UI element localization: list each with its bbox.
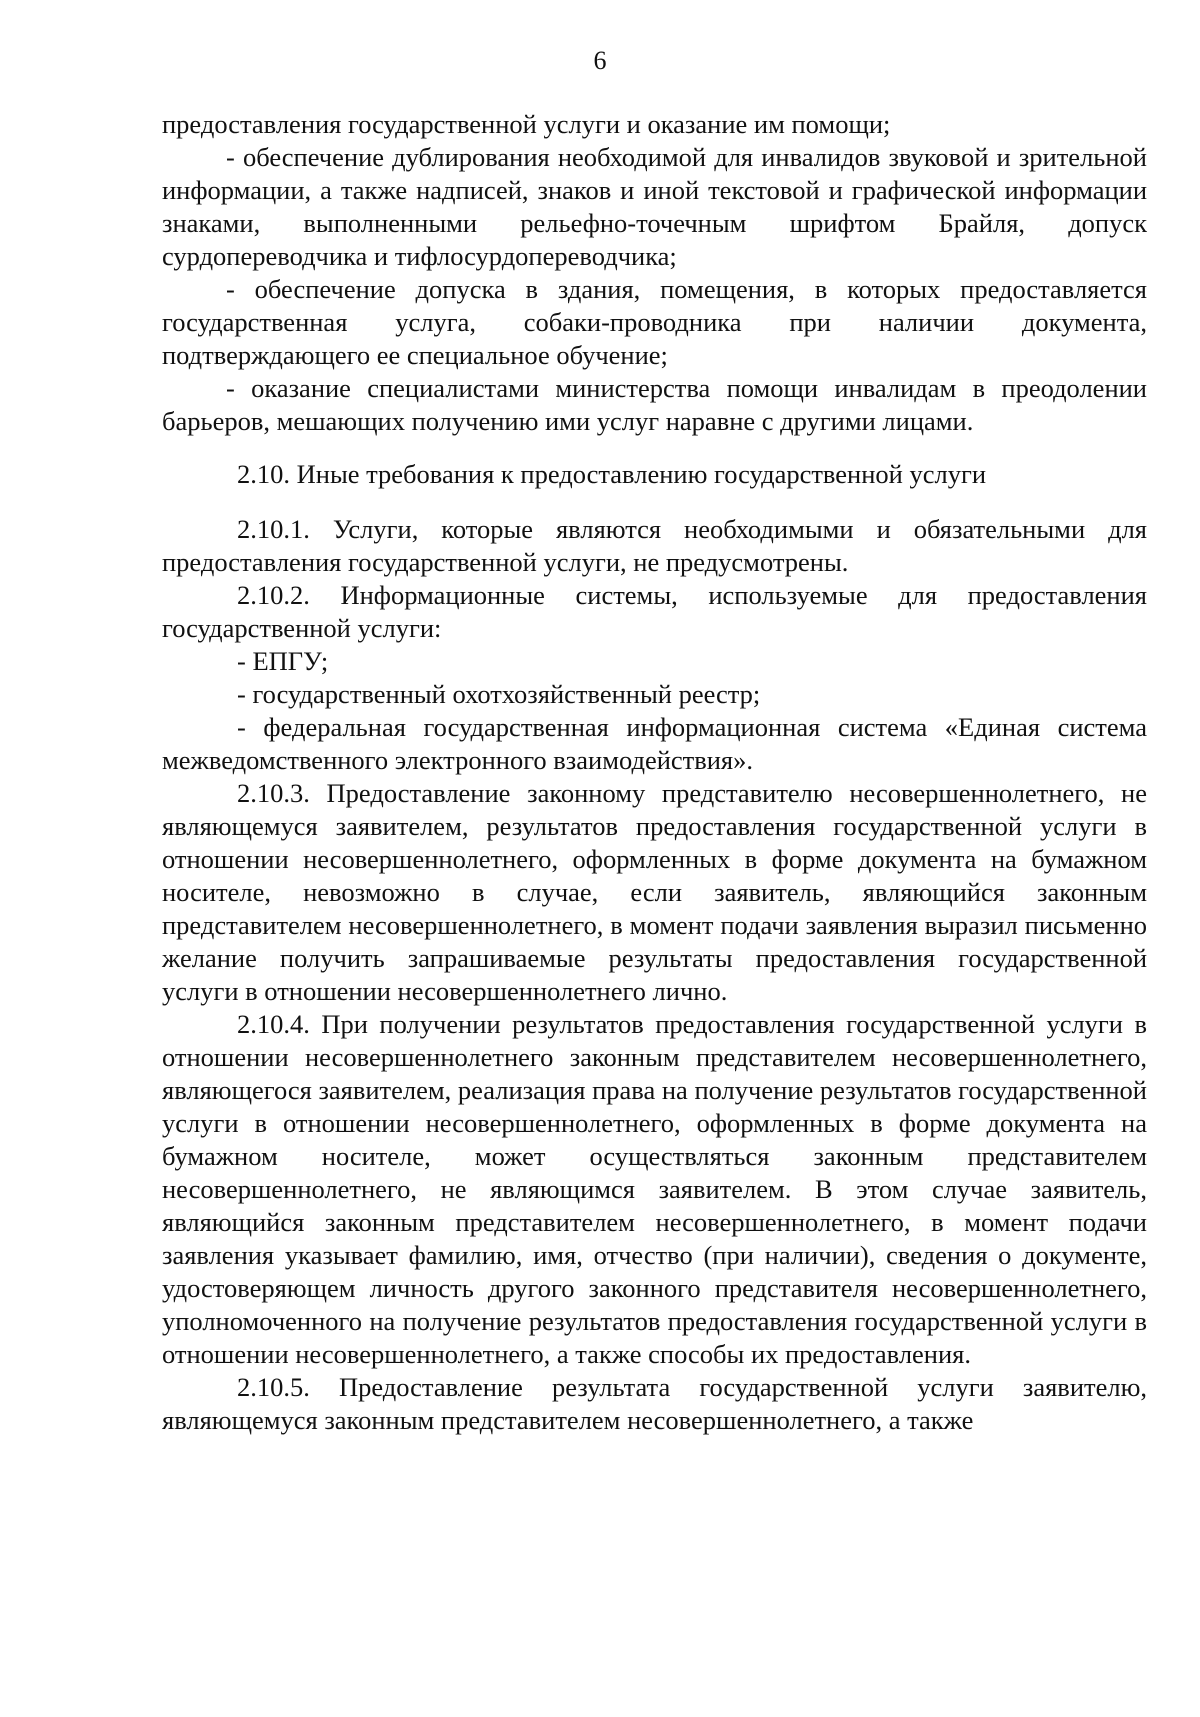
page-number: 6 [593, 46, 607, 75]
list-item: - обеспечение допуска в здания, помещения, в которых предоставляется государственная услуга, собаки-проводника при наличии документа, подтверждающего ее специальное обучение; [162, 274, 1147, 370]
document-body [162, 108, 1147, 1437]
list-item: - государственный охотхозяйственный реестр; [237, 679, 761, 709]
paragraph: 2.10.3. Предоставление законному представителю несовершеннолетнего, не являющемуся заявителем, результатов предоставления государственной услуги в отношении несовершеннолетнего, оформленных в форме документа на бумажном носителе, невозможно в случае, если заявитель, являющийся законным представителем несовершеннолетнего, в момент подачи заявления выразил письменно желание получить запрашиваемые результаты предоставления государственной услуги в отношении несовершеннолетнего лично. [162, 778, 1147, 1006]
list-item: - ЕПГУ; [237, 646, 329, 676]
section-heading: 2.10. Иные требования к предоставлению государственной услуги [237, 459, 987, 489]
paragraph: предоставления государственной услуги и оказание им помощи; [162, 109, 891, 139]
paragraph: 2.10.4. При получении результатов предоставления государственной услуги в отношении несовершеннолетнего законным представителем несовершеннолетнего, являющегося заявителем, реализация права на получение результатов государственной услуги в отношении несовершеннолетнего, оформленных в форме документа на бумажном носителе, может осуществляться законным представителем несовершеннолетнего, не являющимся заявителем. В этом случае заявитель, являющийся законным представителем несовершеннолетнего, в момент подачи заявления указывает фамилию, имя, отчество (при наличии), сведения о документе, удостоверяющем личность другого законного представителя несовершеннолетнего, уполномоченного на получение результатов предоставления государственной услуги в отношении несовершеннолетнего, а также способы их предоставления. [162, 1009, 1147, 1369]
paragraph: 2.10.1. Услуги, которые являются необходимыми и обязательными для предоставления государственной услуги, не предусмотрены. [162, 514, 1147, 577]
paragraph: 2.10.5. Предоставление результата государственной услуги заявителю, являющемуся законным представителем несовершеннолетнего, а также [162, 1372, 1147, 1435]
list-item: - обеспечение дублирования необходимой для инвалидов звуковой и зрительной информации, а также надписей, знаков и иной текстовой и графической информации знаками, выполненными рельефно-точечным шрифтом Брайля, допуск сурдопереводчика и тифлосурдопереводчика; [162, 142, 1147, 271]
paragraph: 2.10.2. Информационные системы, используемые для предоставления государственной услуги: [162, 580, 1147, 643]
list-item: - оказание специалистами министерства помощи инвалидам в преодолении барьеров, мешающих получению ими услуг наравне с другими лицами. [162, 373, 1147, 436]
list-item: - федеральная государственная информационная система «Единая система межведомственного электронного взаимодействия». [162, 712, 1147, 775]
